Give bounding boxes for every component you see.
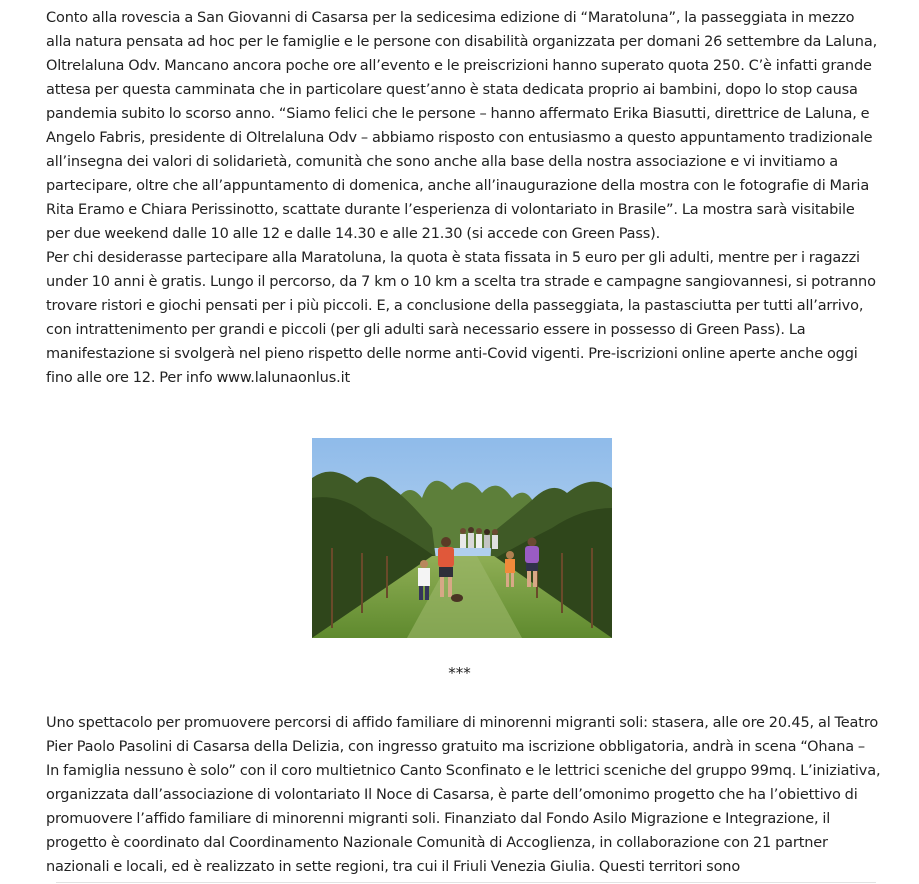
article-paragraph: Per chi desiderasse partecipare alla Maratoluna, la quota è stata fissata in 5 euro per gli adulti, mentre per i ragazzi under 10 anni è gratis. Lungo il percorso, da 7 km o 10 km a scelta tra strade e campagne sangiovannesi, si potranno trovare ristori e giochi pensati per i più piccoli. E, a conclusione della passeggiata, la pastasciutta per tutti all’arrivo, con intrattenimento per grandi e piccoli (per gli adulti sarà necessario essere in possesso di Green Pass). La manifestazione si svolgerà nel pieno rispetto delle norme anti-Covid vigenti. Pre-iscrizioni online aperte anche oggi fino alle ore 12. Per info www.lalunaonlus.it bbox=[46, 250, 876, 386]
article-paragraph: Uno spettacolo per promuovere percorsi di affido familiare di minorenni migranti soli: stasera, alle ore 20.45, al Teatro Pier Paolo Pasolini di Casarsa della Delizia, con ingresso gratuito ma iscrizione obbligatoria, andrà in scena “Ohana – In famiglia nessuno è solo” con il coro multietnico Canto Sconfinato e le lettrici sceniche del gruppo 99mq. L’iniziativa, organizzata dall’associazione di volontariato Il Noce di Casarsa, è parte dell’omonimo progetto che ha l’obiettivo di promuovere l’affido familiare di minorenni migranti soli. Finanziato dal Fondo Asilo Migrazione e Integrazione, il progetto è coordinato dal Coordinamento Nazionale Comunità di Accoglienza, in collaborazione con 21 partner nazionali e locali, ed è realizzato in sette regioni, tra cui il Friuli Venezia Giulia. Questi territori sono bbox=[46, 715, 881, 875]
section-separator: *** bbox=[448, 664, 471, 682]
divider bbox=[56, 882, 876, 883]
article-paragraph: Conto alla rovescia a San Giovanni di Casarsa per la sedicesima edizione di “Maratoluna”, la passeggiata in mezzo alla natura pensata ad hoc per le famiglie e le persone con disabilità organizzata per domani 26 settembre da Laluna, Oltrelaluna Odv. Mancano ancora poche ore all’evento e le preiscrizioni hanno superato quota 250. C’è infatti grande attesa per questa camminata che in particolare quest’anno è stata dedicata proprio ai bambini, dopo lo stop causa pandemia subito lo scorso anno. “Siamo felici che le persone – hanno affermato Erika Biasutti, direttrice de Laluna, e Angelo Fabris, presidente di Oltrelaluna Odv – abbiamo risposto con entusiasmo a questo appuntamento tradizionale all’insegna dei valori di solidarietà, comunità che sono anche alla base della nostra associazione e vi invitiamo a partecipare, oltre che all’appuntamento di domenica, anche all’inaugurazione della mostra con le fotografie di Maria Rita Eramo e Chiara Perissinotto, scattate durante l’esperienza di volontariato in Brasile”. La mostra sarà visitabile per due weekend dalle 10 alle 12 e dalle 14.30 e alle 21.30 (si accede con Green Pass). bbox=[46, 10, 878, 242]
article-body bbox=[46, 6, 882, 390]
article-photo-vineyard-walk bbox=[312, 438, 612, 638]
article-body-second bbox=[46, 711, 882, 879]
